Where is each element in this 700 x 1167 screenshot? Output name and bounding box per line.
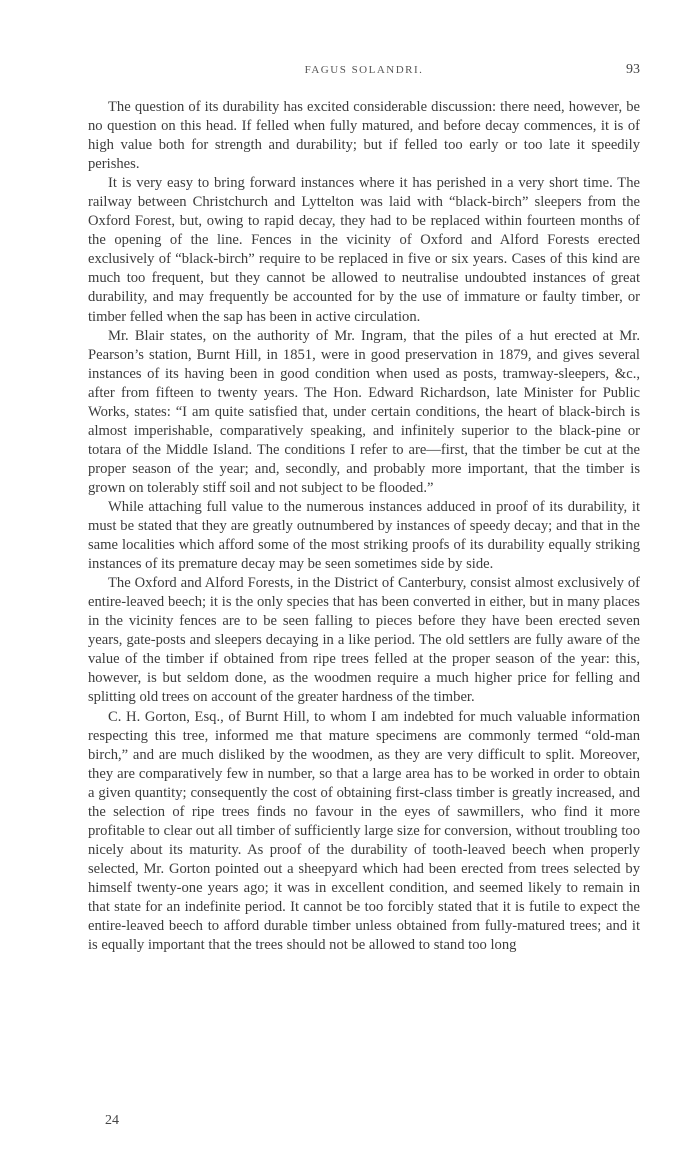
paragraph-gorton: C. H. Gorton, Esq., of Burnt Hill, to whom I am indebted for much valuable information respecting this tree, informed me that mature specimens are commonly termed “old-man birch,” and are much disliked by the woodmen, as they are very difficult to split. Moreover, they are comparatively few in number, so that a large area has to be worked in order to obtain a given quantity; consequently the cost of obtaining first-class timber is greatly increased, and the selection of ripe trees finds no favour in the eyes of sawmillers, who find it more profitable to clear out all timber of sufficiently large size for conversion, without troubling too nicely about its maturity. As proof of the durability of tooth-leaved beech when properly selected, Mr. Gorton pointed out a sheepyard which had been erected from trees selected by himself twenty-one years ago; it was in excellent condition, and seemed likely to remain in that state for an indefinite period. It cannot be too forcibly stated that it is futile to expect the entire-leaved beech to afford durable timber unless obtained from fully-matured trees; and it is equally important that the trees should not be allowed to stand too long (88, 708, 640, 954)
paragraph-perished-instances: It is very easy to bring forward instances where it has perished in a very short time. The railway between Christchurch and Lyttelton was laid with “black-birch” sleepers from the Oxford Forest, but, owing to rapid decay, they had to be replaced within fourteen months of the opening of the line. Fences in the vicinity of Oxford and Alford Forests erected exclusively of “black-birch” require to be replaced in five or six years. Cases of this kind are much too frequent, but they cannot be allowed to neutralise undoubted instances of great durability, and may frequently be accounted for by the use of immature or faulty timber, or timber felled when the sap has been in active circulation. (88, 175, 640, 325)
running-head (88, 64, 640, 80)
page-number: 93 (626, 62, 640, 77)
paragraph-speedy-decay: While attaching full value to the numerous instances adduced in proof of its durability, it must be stated that they are greatly outnumbered by instances of speedy decay; and that in the same localities which afford some of the most striking proofs of its durability equally striking instances of its premature decay may be seen sometimes side by side. (88, 498, 640, 573)
signature-mark: 24 (105, 1113, 119, 1128)
paragraph-oxford-alford: The Oxford and Alford Forests, in the District of Canterbury, consist almost exclusively of entire-leaved beech; it is the only species that has been converted in either, but in many places in the vicinity fences are to be seen falling to pieces before they have been erected seven years, gate-posts and sleepers decaying in a like period. The old settlers are fully aware of the value of the timber if obtained from ripe trees felled at the proper season of the year: this, however, is but seldom done, as the woodmen require a much higher price for felling and splitting old trees on account of the greater hardness of the timber. (88, 575, 640, 706)
running-title: FAGUS SOLANDRI. (304, 64, 424, 76)
paragraph-blair-richardson: Mr. Blair states, on the authority of Mr. Ingram, that the piles of a hut erected at Mr. Pearson’s station, Burnt Hill, in 1851, were in good preservation in 1879, and gives several instances of its having been in good condition when used as posts, tramway-sleepers, &c., after from fifteen to twenty years. The Hon. Edward Richardson, late Minister for Public Works, states: “I am quite satisfied that, under certain conditions, the heart of black-birch is almost imperishable, comparatively speaking, and infinitely superior to the black-pine or totara of the Middle Island. The conditions I refer to are—first, that the timber be cut at the proper season of the year; and, secondly, and probably more important, that the timber is grown on tolerably stiff soil and not subject to be flooded.” (88, 327, 640, 496)
body-text (88, 98, 640, 955)
paragraph-durability-question: The question of its durability has excited considerable discussion: there need, however, be no question on this head. If felled when fully matured, and before decay commences, it is of high value both for strength and durability; but if felled too early or too late it speedily perishes. (88, 99, 640, 173)
